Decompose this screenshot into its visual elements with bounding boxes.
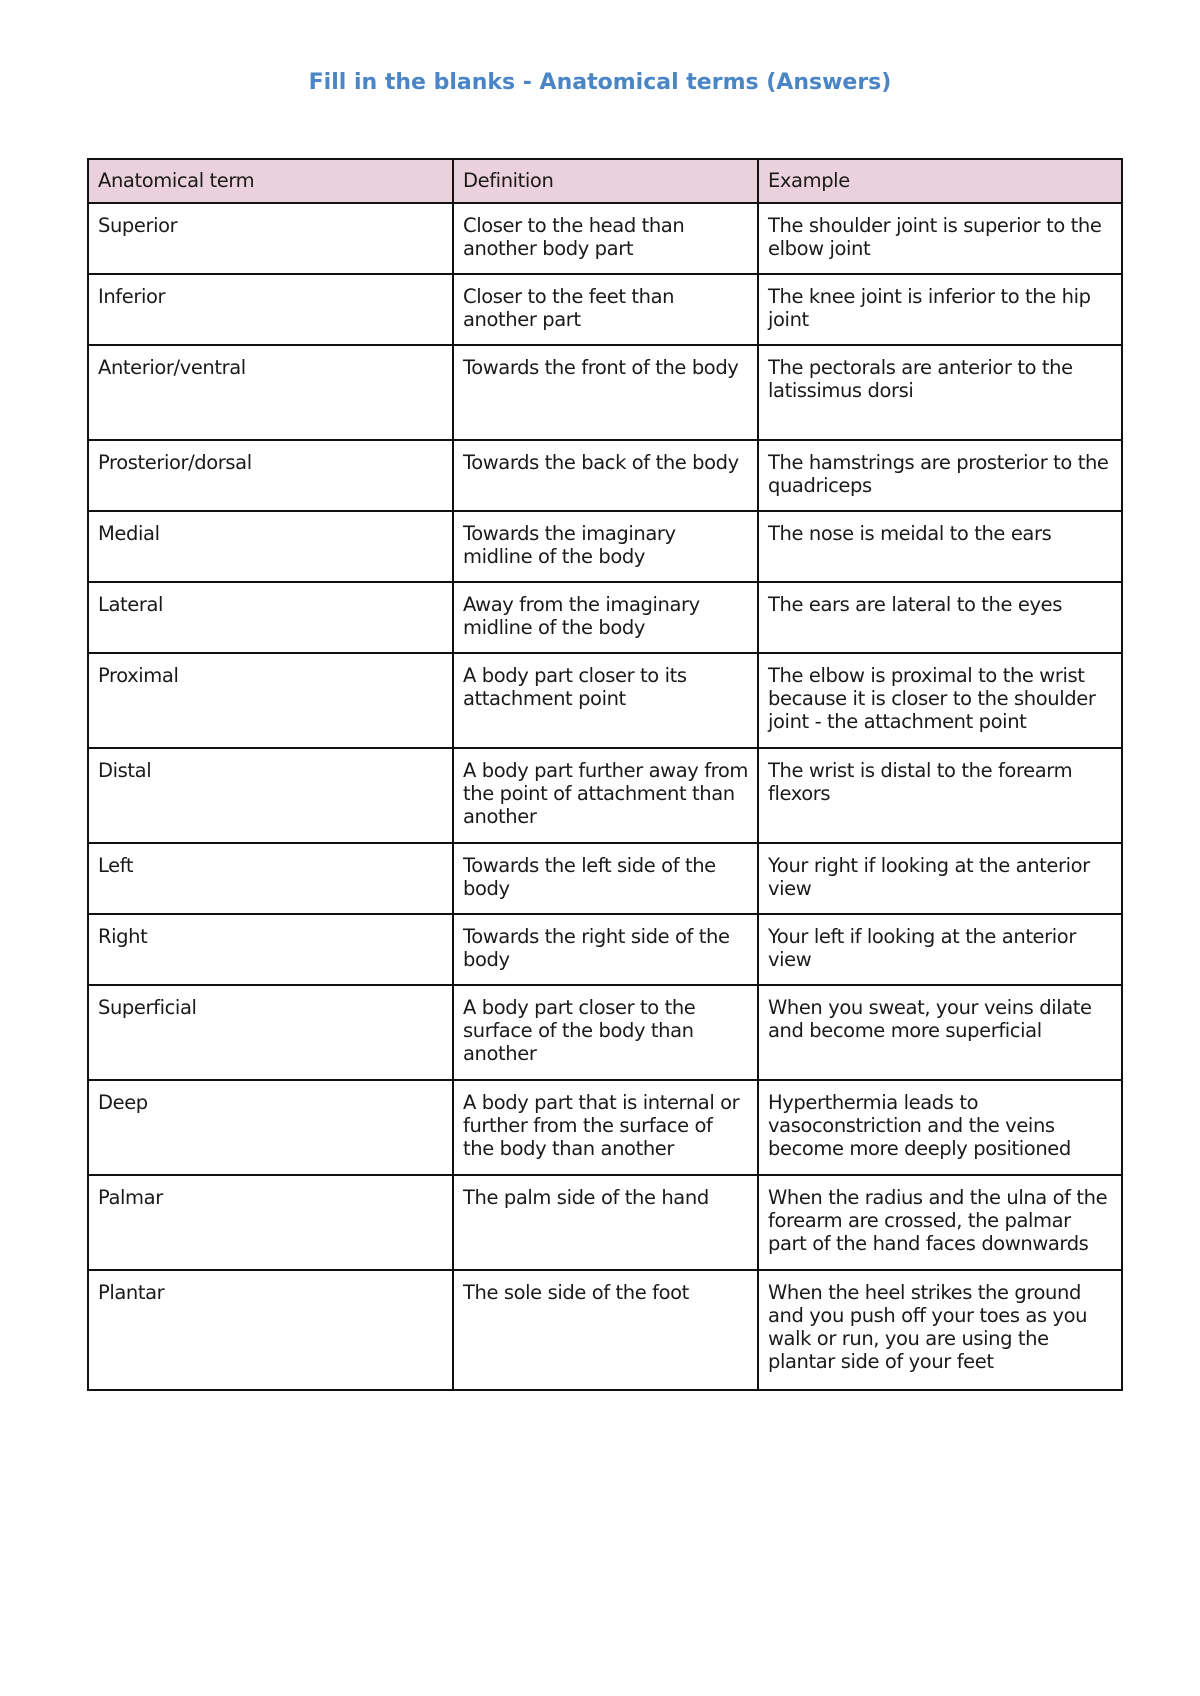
table-row — [88, 1080, 1122, 1175]
definition-cell: The palm side of the hand — [453, 1175, 758, 1270]
table-row — [88, 1175, 1122, 1270]
anatomical-terms-table — [87, 158, 1123, 1391]
definition-cell: Closer to the feet than another part — [453, 274, 758, 345]
definition-cell: Towards the back of the body — [453, 440, 758, 511]
term-cell: Superior — [88, 203, 453, 274]
term-cell: Distal — [88, 748, 453, 843]
definition-cell: A body part closer to its attachment point — [453, 653, 758, 748]
example-cell: The ears are lateral to the eyes — [758, 582, 1122, 653]
header-anatomical-term: Anatomical term — [88, 159, 453, 203]
definition-cell: The sole side of the foot — [453, 1270, 758, 1390]
term-cell: Plantar — [88, 1270, 453, 1390]
definition-cell: Towards the right side of the body — [453, 914, 758, 985]
example-cell: The pectorals are anterior to the latissimus dorsi — [758, 345, 1122, 440]
definition-cell: A body part further away from the point of attachment than another — [453, 748, 758, 843]
example-cell: The knee joint is inferior to the hip joint — [758, 274, 1122, 345]
header-example: Example — [758, 159, 1122, 203]
table-row — [88, 582, 1122, 653]
term-cell: Inferior — [88, 274, 453, 345]
table-row — [88, 274, 1122, 345]
definition-cell: A body part closer to the surface of the body than another — [453, 985, 758, 1080]
definition-cell: Towards the left side of the body — [453, 843, 758, 914]
definition-cell: Towards the front of the body — [453, 345, 758, 440]
table-row — [88, 653, 1122, 748]
example-cell: When the radius and the ulna of the forearm are crossed, the palmar part of the hand faces downwards — [758, 1175, 1122, 1270]
table-row — [88, 203, 1122, 274]
table-row — [88, 345, 1122, 440]
table-row — [88, 748, 1122, 843]
definition-cell: A body part that is internal or further from the surface of the body than another — [453, 1080, 758, 1175]
example-cell: When you sweat, your veins dilate and become more superficial — [758, 985, 1122, 1080]
table-row — [88, 1270, 1122, 1390]
example-cell: The shoulder joint is superior to the elbow joint — [758, 203, 1122, 274]
header-definition: Definition — [453, 159, 758, 203]
table-row — [88, 914, 1122, 985]
example-cell: The nose is meidal to the ears — [758, 511, 1122, 582]
table-header-row — [88, 159, 1122, 203]
table-row — [88, 440, 1122, 511]
table-row — [88, 985, 1122, 1080]
term-cell: Deep — [88, 1080, 453, 1175]
example-cell: The hamstrings are prosterior to the quadriceps — [758, 440, 1122, 511]
term-cell: Right — [88, 914, 453, 985]
term-cell: Medial — [88, 511, 453, 582]
definition-cell: Towards the imaginary midline of the body — [453, 511, 758, 582]
term-cell: Proximal — [88, 653, 453, 748]
example-cell: Hyperthermia leads to vasoconstriction and the veins become more deeply positioned — [758, 1080, 1122, 1175]
page-title: Fill in the blanks - Anatomical terms (Answers) — [308, 70, 892, 95]
example-cell: The elbow is proximal to the wrist because it is closer to the shoulder joint - the attachment point — [758, 653, 1122, 748]
term-cell: Anterior/ventral — [88, 345, 453, 440]
term-cell: Palmar — [88, 1175, 453, 1270]
term-cell: Superficial — [88, 985, 453, 1080]
example-cell: Your left if looking at the anterior view — [758, 914, 1122, 985]
term-cell: Left — [88, 843, 453, 914]
term-cell: Lateral — [88, 582, 453, 653]
example-cell: Your right if looking at the anterior view — [758, 843, 1122, 914]
definition-cell: Away from the imaginary midline of the body — [453, 582, 758, 653]
definition-cell: Closer to the head than another body part — [453, 203, 758, 274]
table-row — [88, 511, 1122, 582]
table-row — [88, 843, 1122, 914]
example-cell: When the heel strikes the ground and you push off your toes as you walk or run, you are using the plantar side of your feet — [758, 1270, 1122, 1390]
example-cell: The wrist is distal to the forearm flexors — [758, 748, 1122, 843]
term-cell: Prosterior/dorsal — [88, 440, 453, 511]
